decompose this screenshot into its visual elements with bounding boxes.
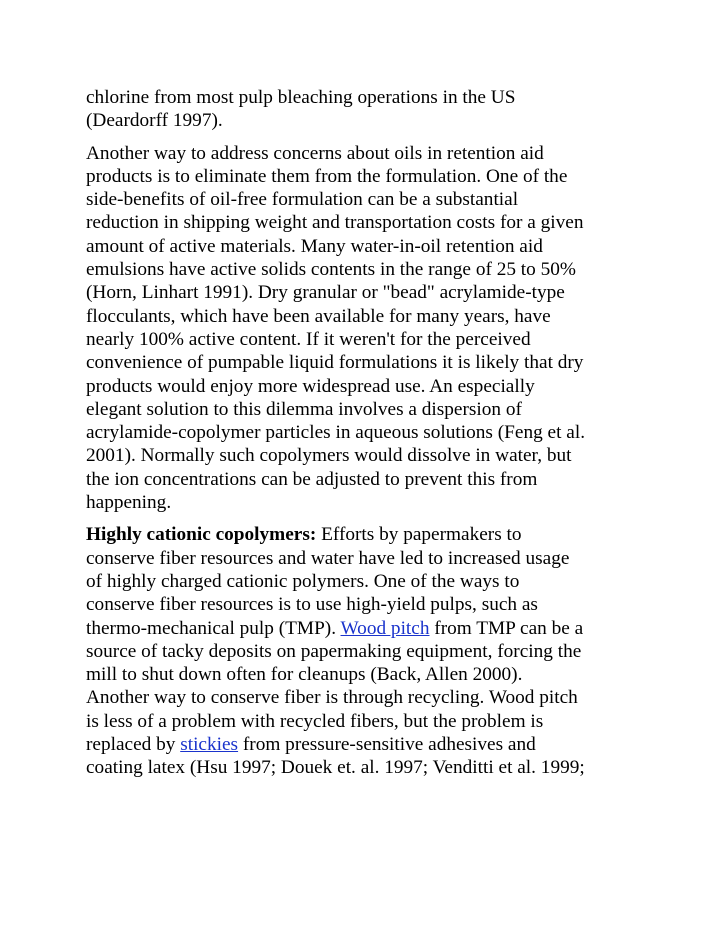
paragraph-intro-continuation (86, 86, 656, 133)
text-run: from pressure-sensitive adhesives and (238, 734, 536, 756)
paragraph-highly-cationic-copolymers (86, 523, 656, 779)
text-line: side-benefits of oil-free formulation can be a substantial (86, 189, 519, 211)
text-line: nearly 100% active content. If it weren't for the perceived (86, 328, 531, 350)
text-line: chlorine from most pulp bleaching operations in the US (86, 87, 516, 108)
text-line: reduction in shipping weight and transportation costs for a given (86, 212, 584, 234)
text-line: products is to eliminate them from the formulation. One of the (86, 165, 568, 187)
text-line: flocculants, which have been available for many years, have (86, 305, 551, 327)
text-line: 2001). Normally such copolymers would dissolve in water, but (86, 445, 572, 467)
text-line: source of tacky deposits on papermaking equipment, forcing the (86, 640, 582, 662)
text-line (86, 617, 656, 640)
text-line: is less of a problem with recycled fibers, but the problem is (86, 710, 544, 732)
stickies-link[interactable]: stickies (180, 734, 239, 756)
text-line: of highly charged cationic polymers. One of the ways to (86, 570, 520, 592)
text-run: Efforts by papermakers to (316, 524, 522, 546)
paragraph-oil-free-formulation (86, 142, 656, 515)
text-line: mill to shut down often for cleanups (Back, Allen 2000). (86, 664, 523, 686)
text-line (86, 523, 656, 546)
text-line: the ion concentrations can be adjusted to prevent this from (86, 468, 538, 490)
text-line: Another way to conserve fiber is through recycling. Wood pitch (86, 687, 578, 709)
section-heading-inline: Highly cationic copolymers: (86, 524, 317, 546)
text-line: Another way to address concerns about oils in retention aid (86, 142, 544, 164)
text-line: conserve fiber resources is to use high-yield pulps, such as (86, 594, 538, 616)
text-line: emulsions have active solids contents in the range of 25 to 50% (86, 259, 576, 281)
text-run: replaced by (86, 734, 181, 756)
text-run: thermo-mechanical pulp (TMP). (86, 617, 341, 639)
text-line: happening. (86, 492, 172, 514)
text-line: acrylamide-copolymer particles in aqueous solutions (Feng et al. (86, 422, 586, 444)
document-page (86, 86, 656, 789)
text-line: (Horn, Linhart 1991). Dry granular or "bead" acrylamide-type (86, 282, 565, 304)
text-line: elegant solution to this dilemma involves a dispersion of (86, 398, 522, 420)
text-line: conserve fiber resources and water have led to increased usage (86, 547, 570, 569)
text-run: from TMP can be a (429, 617, 584, 639)
text-line: coating latex (Hsu 1997; Douek et. al. 1997; Venditti et al. 1999; (86, 757, 585, 779)
text-line: (Deardorff 1997). (86, 110, 223, 132)
text-line: convenience of pumpable liquid formulations it is likely that dry (86, 352, 584, 374)
text-line: amount of active materials. Many water-in-oil retention aid (86, 235, 543, 257)
text-line: products would enjoy more widespread use. An especially (86, 375, 535, 397)
wood-pitch-link[interactable]: Wood pitch (340, 617, 430, 639)
text-line (86, 733, 656, 756)
